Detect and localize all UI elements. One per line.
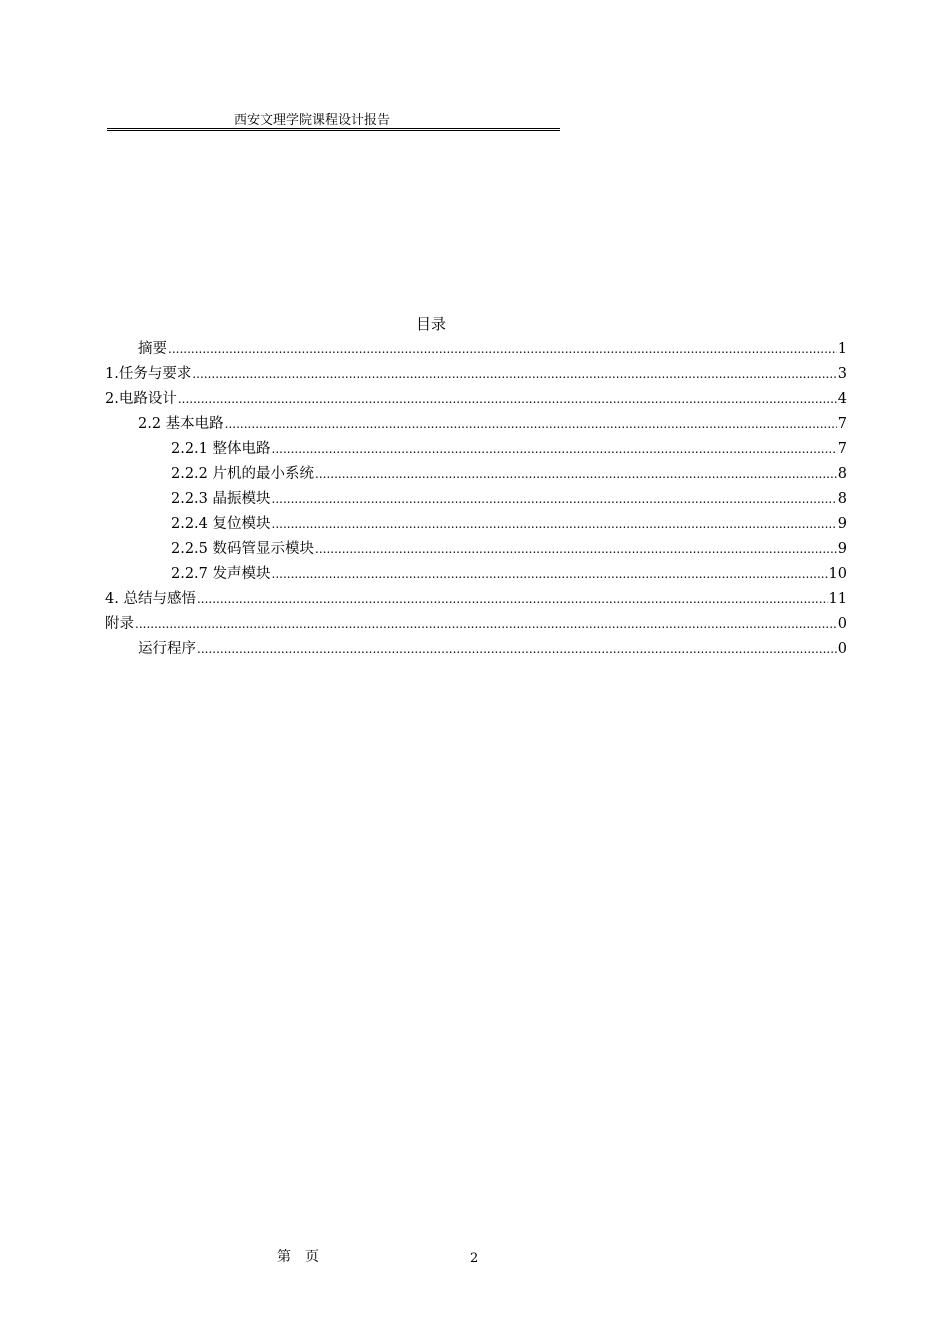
toc-entry-page: 8 bbox=[837, 466, 847, 482]
toc-entry-abstract[interactable] bbox=[105, 337, 847, 362]
toc-entry-label: 2.2.5 数码管显示模块 bbox=[171, 541, 315, 557]
toc-entry-page: 9 bbox=[837, 541, 847, 557]
toc-leader bbox=[168, 337, 837, 362]
toc-leader bbox=[272, 562, 828, 587]
toc-entry-minimum-system[interactable] bbox=[105, 462, 847, 487]
toc-entry-circuit-design[interactable] bbox=[105, 387, 847, 412]
toc-entry-tasks[interactable] bbox=[105, 362, 847, 387]
toc-entry-appendix[interactable] bbox=[105, 612, 847, 637]
footer-page-number: 2 bbox=[470, 1251, 479, 1266]
toc-entry-label: 附录 bbox=[105, 616, 134, 632]
toc-entry-label: 2.电路设计 bbox=[105, 391, 177, 407]
toc-entry-label: 运行程序 bbox=[138, 641, 196, 657]
toc-entry-label: 4. 总结与感悟 bbox=[105, 591, 196, 607]
toc-entry-label: 2.2.4 复位模块 bbox=[171, 516, 271, 532]
toc-entry-page: 1 bbox=[837, 341, 847, 357]
toc-entry-basic-circuit[interactable] bbox=[105, 412, 847, 437]
toc-entry-label: 2.2 基本电路 bbox=[138, 416, 224, 432]
toc-entry-page: 7 bbox=[837, 441, 847, 457]
toc-entry-page: 10 bbox=[828, 566, 847, 582]
toc-entry-page: 0 bbox=[837, 641, 847, 657]
toc-entry-reset-module[interactable] bbox=[105, 512, 847, 537]
toc-entry-sound-module[interactable] bbox=[105, 562, 847, 587]
toc-entry-overall-circuit[interactable] bbox=[105, 437, 847, 462]
toc-title: 目录 bbox=[415, 315, 446, 333]
toc-entry-display-module[interactable] bbox=[105, 537, 847, 562]
header-rule bbox=[107, 128, 560, 131]
toc-entry-page: 9 bbox=[837, 516, 847, 532]
toc-leader bbox=[225, 412, 837, 437]
toc-leader bbox=[315, 537, 837, 562]
toc-entry-label: 2.2.2 片机的最小系统 bbox=[171, 466, 315, 482]
toc-leader bbox=[197, 587, 828, 612]
table-of-contents bbox=[105, 337, 847, 662]
toc-entry-label: 摘要 bbox=[138, 341, 167, 357]
header-title: 西安文理学院课程设计报告 bbox=[234, 113, 391, 128]
toc-entry-crystal-module[interactable] bbox=[105, 487, 847, 512]
toc-leader bbox=[178, 387, 837, 412]
toc-entry-page: 8 bbox=[837, 491, 847, 507]
toc-entry-page: 3 bbox=[837, 366, 847, 382]
toc-leader bbox=[272, 487, 837, 512]
toc-leader bbox=[192, 362, 836, 387]
toc-entry-page: 4 bbox=[837, 391, 847, 407]
toc-entry-label: 2.2.1 整体电路 bbox=[171, 441, 271, 457]
toc-entry-page: 0 bbox=[837, 616, 847, 632]
toc-leader bbox=[135, 612, 837, 637]
toc-entry-label: 2.2.3 晶振模块 bbox=[171, 491, 271, 507]
toc-entry-label: 2.2.7 发声模块 bbox=[171, 566, 271, 582]
toc-leader bbox=[272, 437, 837, 462]
footer-page-label: 第 页 bbox=[277, 1249, 319, 1265]
toc-entry-program[interactable] bbox=[105, 637, 847, 662]
toc-entry-summary[interactable] bbox=[105, 587, 847, 612]
toc-entry-page: 7 bbox=[837, 416, 847, 432]
toc-entry-page: 11 bbox=[828, 591, 847, 607]
toc-leader bbox=[315, 462, 837, 487]
toc-leader bbox=[272, 512, 837, 537]
page-header bbox=[107, 113, 560, 133]
toc-entry-label: 1.任务与要求 bbox=[105, 366, 192, 382]
toc-leader bbox=[197, 637, 837, 662]
